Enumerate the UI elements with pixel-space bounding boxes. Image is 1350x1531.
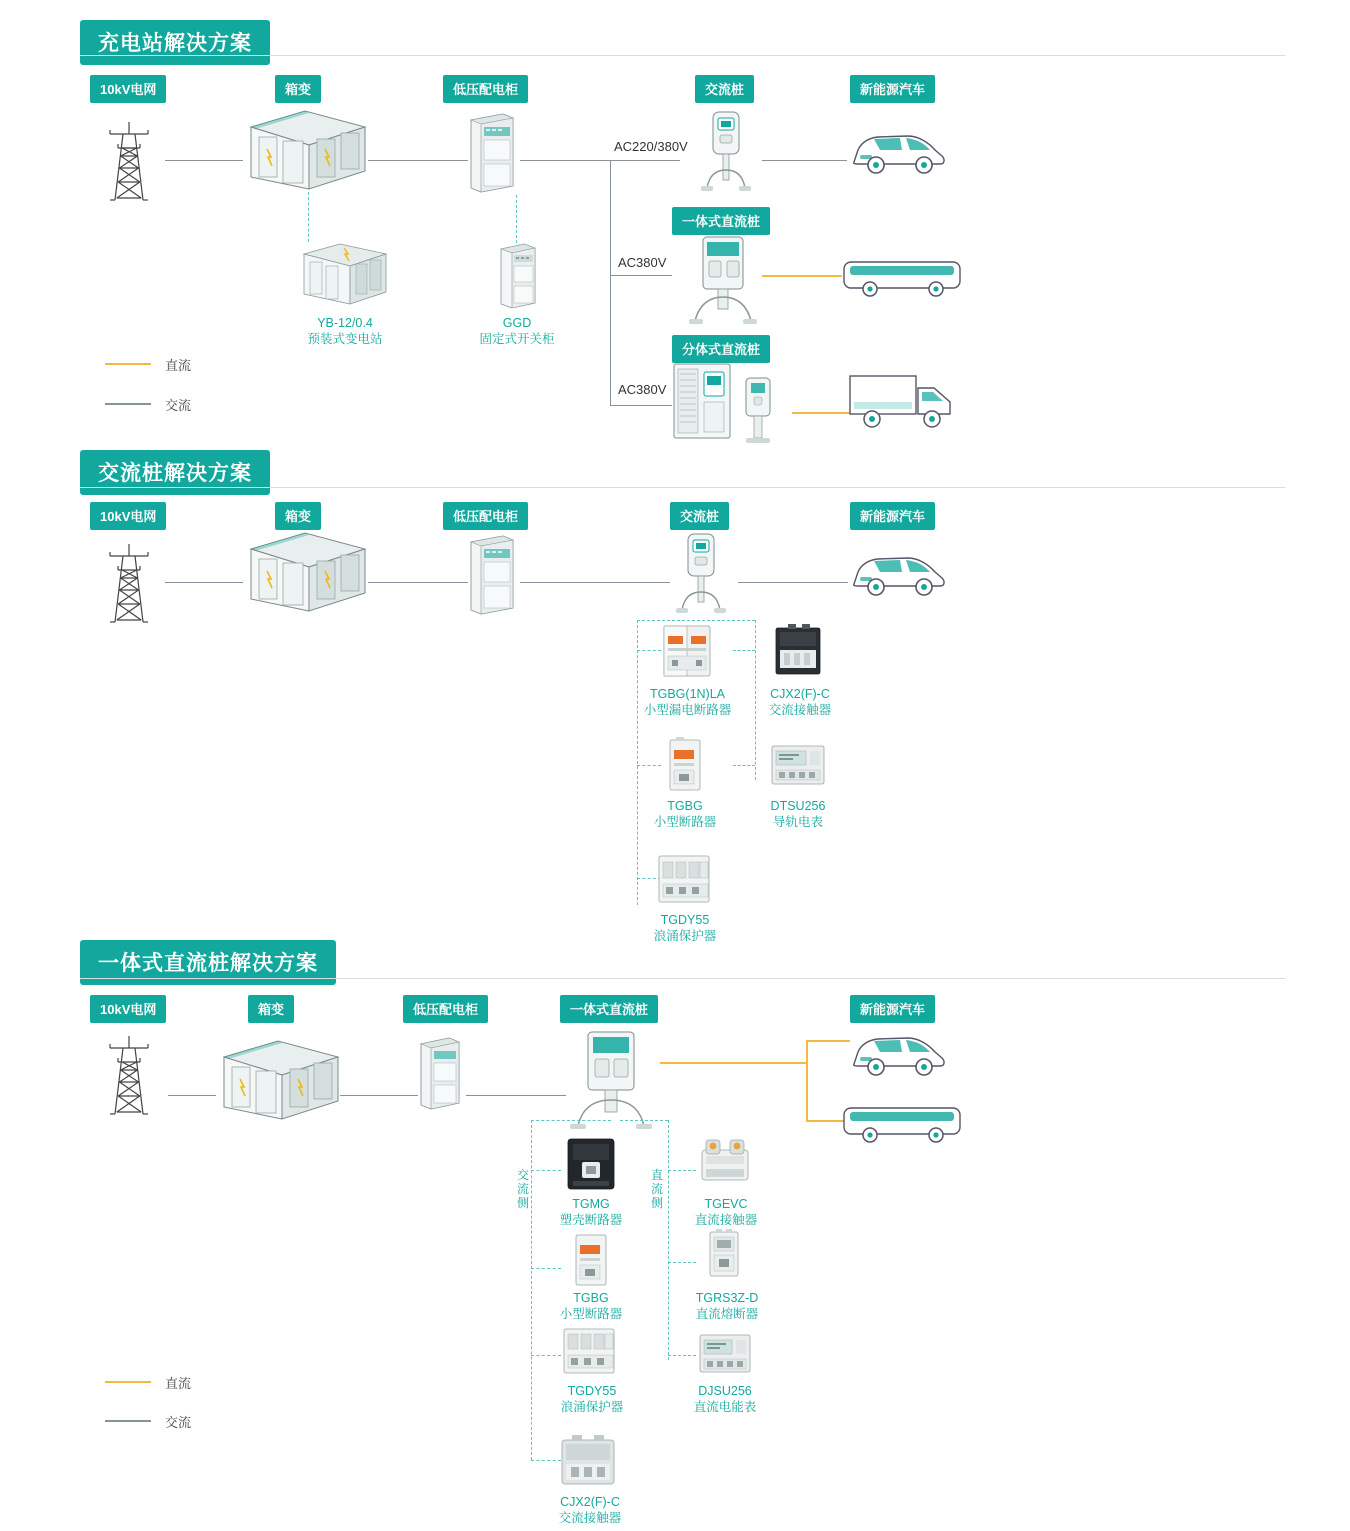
- caption-cjx2-3: [535, 1494, 645, 1526]
- dc-branch-car-3: [806, 1040, 850, 1042]
- caption-yb-line1: YB-12/0.4: [317, 316, 373, 330]
- spd-icon-2: [655, 852, 713, 906]
- caption-tgevc-3: [678, 1196, 774, 1228]
- tag-lv-cabinet-3: 低压配电柜: [403, 995, 488, 1023]
- section-1-rule: [80, 55, 1285, 56]
- link-transformer-cabinet-2: [368, 582, 468, 583]
- caption-tgbg-3: [545, 1290, 637, 1322]
- ev-car-icon-1: [848, 126, 948, 178]
- section-1-title: 充电站解决方案: [80, 20, 270, 65]
- dash-to-cjx2-2: [733, 650, 755, 651]
- caption-tgdy55-3-line2: 浪涌保护器: [560, 1400, 624, 1414]
- tag-transformer-1: 箱变: [275, 75, 321, 103]
- ac-contactor-icon-3: [556, 1432, 620, 1490]
- dash-ac-spine-3: [531, 1120, 532, 1460]
- section-3-title: 一体式直流桩解决方案: [80, 940, 336, 985]
- dc-energy-meter-icon-3: [696, 1330, 754, 1378]
- power-pylon-icon-2: [90, 540, 168, 625]
- ac-charging-pile-icon-1: [695, 110, 757, 192]
- section-1-title-wrap: [80, 20, 270, 65]
- dash-to-dtsu-2: [733, 765, 755, 766]
- tag-ev-3: 新能源汽车: [850, 995, 935, 1023]
- caption-tgmg-3: [545, 1196, 637, 1228]
- dash-ac-b2: [531, 1268, 561, 1269]
- ev-bus-icon-3: [840, 1102, 964, 1146]
- caption-tgrs3zd-3: [672, 1290, 782, 1322]
- caption-rcbo: [620, 686, 755, 718]
- mcb-breaker-icon-3: [568, 1232, 614, 1288]
- dc-link-truck: [792, 412, 852, 414]
- caption-tgmg-3-line2: 塑壳断路器: [559, 1213, 623, 1227]
- rcbo-breaker-icon: [658, 622, 716, 680]
- tag-transformer-3: 箱变: [248, 995, 294, 1023]
- link-cabinet-pile-2: [520, 582, 670, 583]
- tag-grid-3: 10kV电网: [90, 995, 166, 1023]
- caption-ggd-line2: 固定式开关柜: [479, 332, 555, 346]
- tag-lv-cabinet-1: 低压配电柜: [443, 75, 528, 103]
- caption-tgbg-3-line2: 小型断路器: [559, 1307, 623, 1321]
- section-2-title: 交流桩解决方案: [80, 450, 270, 495]
- dash-dc-b1: [668, 1170, 696, 1171]
- tag-integrated-dc-1: 一体式直流桩: [672, 207, 770, 235]
- dash-to-tgbg-2: [637, 765, 661, 766]
- dc-link-bus-icon: [762, 275, 842, 277]
- power-pylon-icon-1: [90, 118, 168, 203]
- legend-ac-1: [105, 395, 265, 415]
- dash-ac-top-3: [531, 1120, 611, 1121]
- link-cabinet-pile-3: [466, 1095, 566, 1096]
- split-dc-pile-icon-1: [672, 362, 790, 444]
- caption-rcbo-line2: 小型漏电断路器: [643, 703, 732, 717]
- legend-swatch-dc-1: [105, 363, 151, 365]
- dash-ac-b1: [531, 1170, 561, 1171]
- ac-contactor-icon-2: [770, 622, 826, 680]
- legend-dc-3: [105, 1373, 265, 1393]
- dash-dc-b3: [668, 1355, 696, 1356]
- integrated-dc-pile-icon-3: [566, 1030, 656, 1130]
- caption-cjx2-2-line2: 交流接触器: [768, 703, 832, 717]
- integrated-dc-pile-icon-1: [685, 235, 761, 325]
- caption-cjx2-2: [740, 686, 860, 718]
- link-transformer-cabinet-3: [340, 1095, 418, 1096]
- tag-ac-pile-2: 交流桩: [670, 502, 729, 530]
- caption-cjx2-3-line1: CJX2(F)-C: [560, 1495, 620, 1509]
- link-bus-dc-integrated: [610, 275, 672, 276]
- din-rail-meter-icon: [768, 740, 828, 790]
- ev-bus-icon-1: [840, 256, 964, 300]
- caption-tgevc-3-line2: 直流接触器: [694, 1213, 758, 1227]
- caption-djsu-3-line1: DJSU256: [698, 1384, 752, 1398]
- caption-tgbg-2-line2: 小型断路器: [653, 815, 717, 829]
- ev-truck-icon-1: [848, 372, 960, 434]
- section-2-title-wrap: [80, 450, 270, 495]
- tag-ac-pile-1: 交流桩: [695, 75, 754, 103]
- link-grid-transformer-2: [165, 582, 243, 583]
- caption-tgevc-3-line1: TGEVC: [704, 1197, 748, 1211]
- legend-swatch-dc-3: [105, 1381, 151, 1383]
- legend-ac-3: [105, 1412, 265, 1432]
- side-label-dc-3: 直流侧: [650, 1168, 663, 1210]
- box-substation-icon-2: [243, 527, 373, 612]
- legend-dc-1: [105, 355, 265, 375]
- legend-swatch-ac-3: [105, 1420, 151, 1422]
- dash-dc-top-3: [620, 1120, 668, 1121]
- caption-djsu-3-line2: 直流电能表: [693, 1400, 757, 1414]
- ev-car-icon-3: [848, 1028, 948, 1080]
- mcb-breaker-icon-2: [662, 736, 708, 794]
- lv-cabinet-icon-1: [467, 110, 517, 195]
- caption-tgbg-3-line1: TGBG: [573, 1291, 609, 1305]
- dc-trunk-3: [660, 1062, 808, 1064]
- dash-branch-top-2: [637, 620, 755, 621]
- side-label-ac-3: 交流侧: [516, 1168, 529, 1210]
- box-substation-icon-1: [243, 105, 373, 190]
- dash-dc-b2: [668, 1262, 696, 1263]
- caption-tgrs3zd-3-line1: TGRS3Z-D: [695, 1291, 759, 1305]
- lv-cabinet-icon-2: [467, 532, 517, 617]
- tag-transformer-2: 箱变: [275, 502, 321, 530]
- caption-dtsu-2-line1: DTSU256: [770, 799, 826, 813]
- caption-yb: [255, 315, 435, 347]
- voltage-ac380-1: AC380V: [618, 255, 667, 270]
- section-2-rule: [80, 487, 1285, 488]
- caption-ggd: [447, 315, 587, 347]
- legend-label-dc-3: 直流: [165, 1376, 192, 1391]
- tag-ev-2: 新能源汽车: [850, 502, 935, 530]
- legend-label-ac-1: 交流: [165, 398, 192, 413]
- power-pylon-icon-3: [90, 1032, 168, 1117]
- voltage-ac380-2: AC380V: [618, 382, 667, 397]
- legend-label-dc-1: 直流: [165, 358, 192, 373]
- caption-dtsu-2: [748, 798, 848, 830]
- voltage-ac220-380: AC220/380V: [614, 139, 688, 154]
- dash-cabinet-ggd: [516, 195, 517, 243]
- tag-lv-cabinet-2: 低压配电柜: [443, 502, 528, 530]
- ggd-cabinet-icon: [498, 241, 538, 311]
- dash-left-spine-2: [637, 620, 638, 905]
- bus-vertical-1: [610, 160, 611, 405]
- legend-label-ac-3: 交流: [165, 1415, 192, 1430]
- spd-icon-3: [560, 1325, 618, 1377]
- caption-rcbo-line1: TGBG(1N)LA: [649, 687, 725, 701]
- caption-ggd-line1: GGD: [502, 316, 532, 330]
- caption-dtsu-2-line2: 导轨电表: [772, 815, 823, 829]
- dc-fuse-icon-3: [700, 1228, 748, 1280]
- legend-swatch-ac-1: [105, 403, 151, 405]
- dash-dc-spine-3: [668, 1120, 669, 1360]
- ac-charging-pile-icon-2: [670, 532, 732, 614]
- tag-grid-2: 10kV电网: [90, 502, 166, 530]
- link-transformer-cabinet-1: [368, 160, 468, 161]
- caption-djsu-3: [672, 1383, 778, 1415]
- caption-yb-line2: 预装式变电站: [307, 332, 383, 346]
- section-3-rule: [80, 978, 1285, 979]
- dash-ac-b3: [531, 1355, 561, 1356]
- caption-cjx2-3-line2: 交流接触器: [558, 1511, 622, 1525]
- tag-grid-1: 10kV电网: [90, 75, 166, 103]
- caption-tgdy55-2-line2: 浪涌保护器: [653, 929, 717, 943]
- tag-integrated-dc-3: 一体式直流桩: [560, 995, 658, 1023]
- dc-contactor-icon-3: [694, 1136, 756, 1190]
- caption-tgdy55-2: [630, 912, 740, 944]
- caption-tgrs3zd-3-line2: 直流熔断器: [695, 1307, 759, 1321]
- caption-tgbg-2: [635, 798, 735, 830]
- caption-tgmg-3-line1: TGMG: [572, 1197, 610, 1211]
- caption-tgdy55-2-line1: TGDY55: [660, 913, 710, 927]
- caption-tgbg-2-line1: TGBG: [667, 799, 703, 813]
- tag-split-dc-1: 分体式直流桩: [672, 335, 770, 363]
- tag-ev-1: 新能源汽车: [850, 75, 935, 103]
- lv-cabinet-icon-3: [418, 1035, 462, 1113]
- ev-car-icon-2: [848, 548, 948, 600]
- caption-cjx2-2-line1: CJX2(F)-C: [770, 687, 830, 701]
- mccb-icon-3: [562, 1135, 620, 1193]
- link-bus-dc-split: [610, 405, 672, 406]
- dash-transformer-yb: [308, 192, 309, 242]
- link-grid-transformer-1: [165, 160, 243, 161]
- prefab-substation-icon: [300, 240, 390, 308]
- link-grid-transformer-3: [168, 1095, 216, 1096]
- caption-tgdy55-3-line1: TGDY55: [567, 1384, 617, 1398]
- box-substation-icon-3: [216, 1035, 346, 1120]
- link-pile-car-2: [738, 582, 848, 583]
- link-cabinet-bus-1: [520, 160, 680, 161]
- dc-split-vertical-3: [806, 1040, 808, 1122]
- link-pile-car-1: [762, 160, 847, 161]
- caption-tgdy55-3: [540, 1383, 644, 1415]
